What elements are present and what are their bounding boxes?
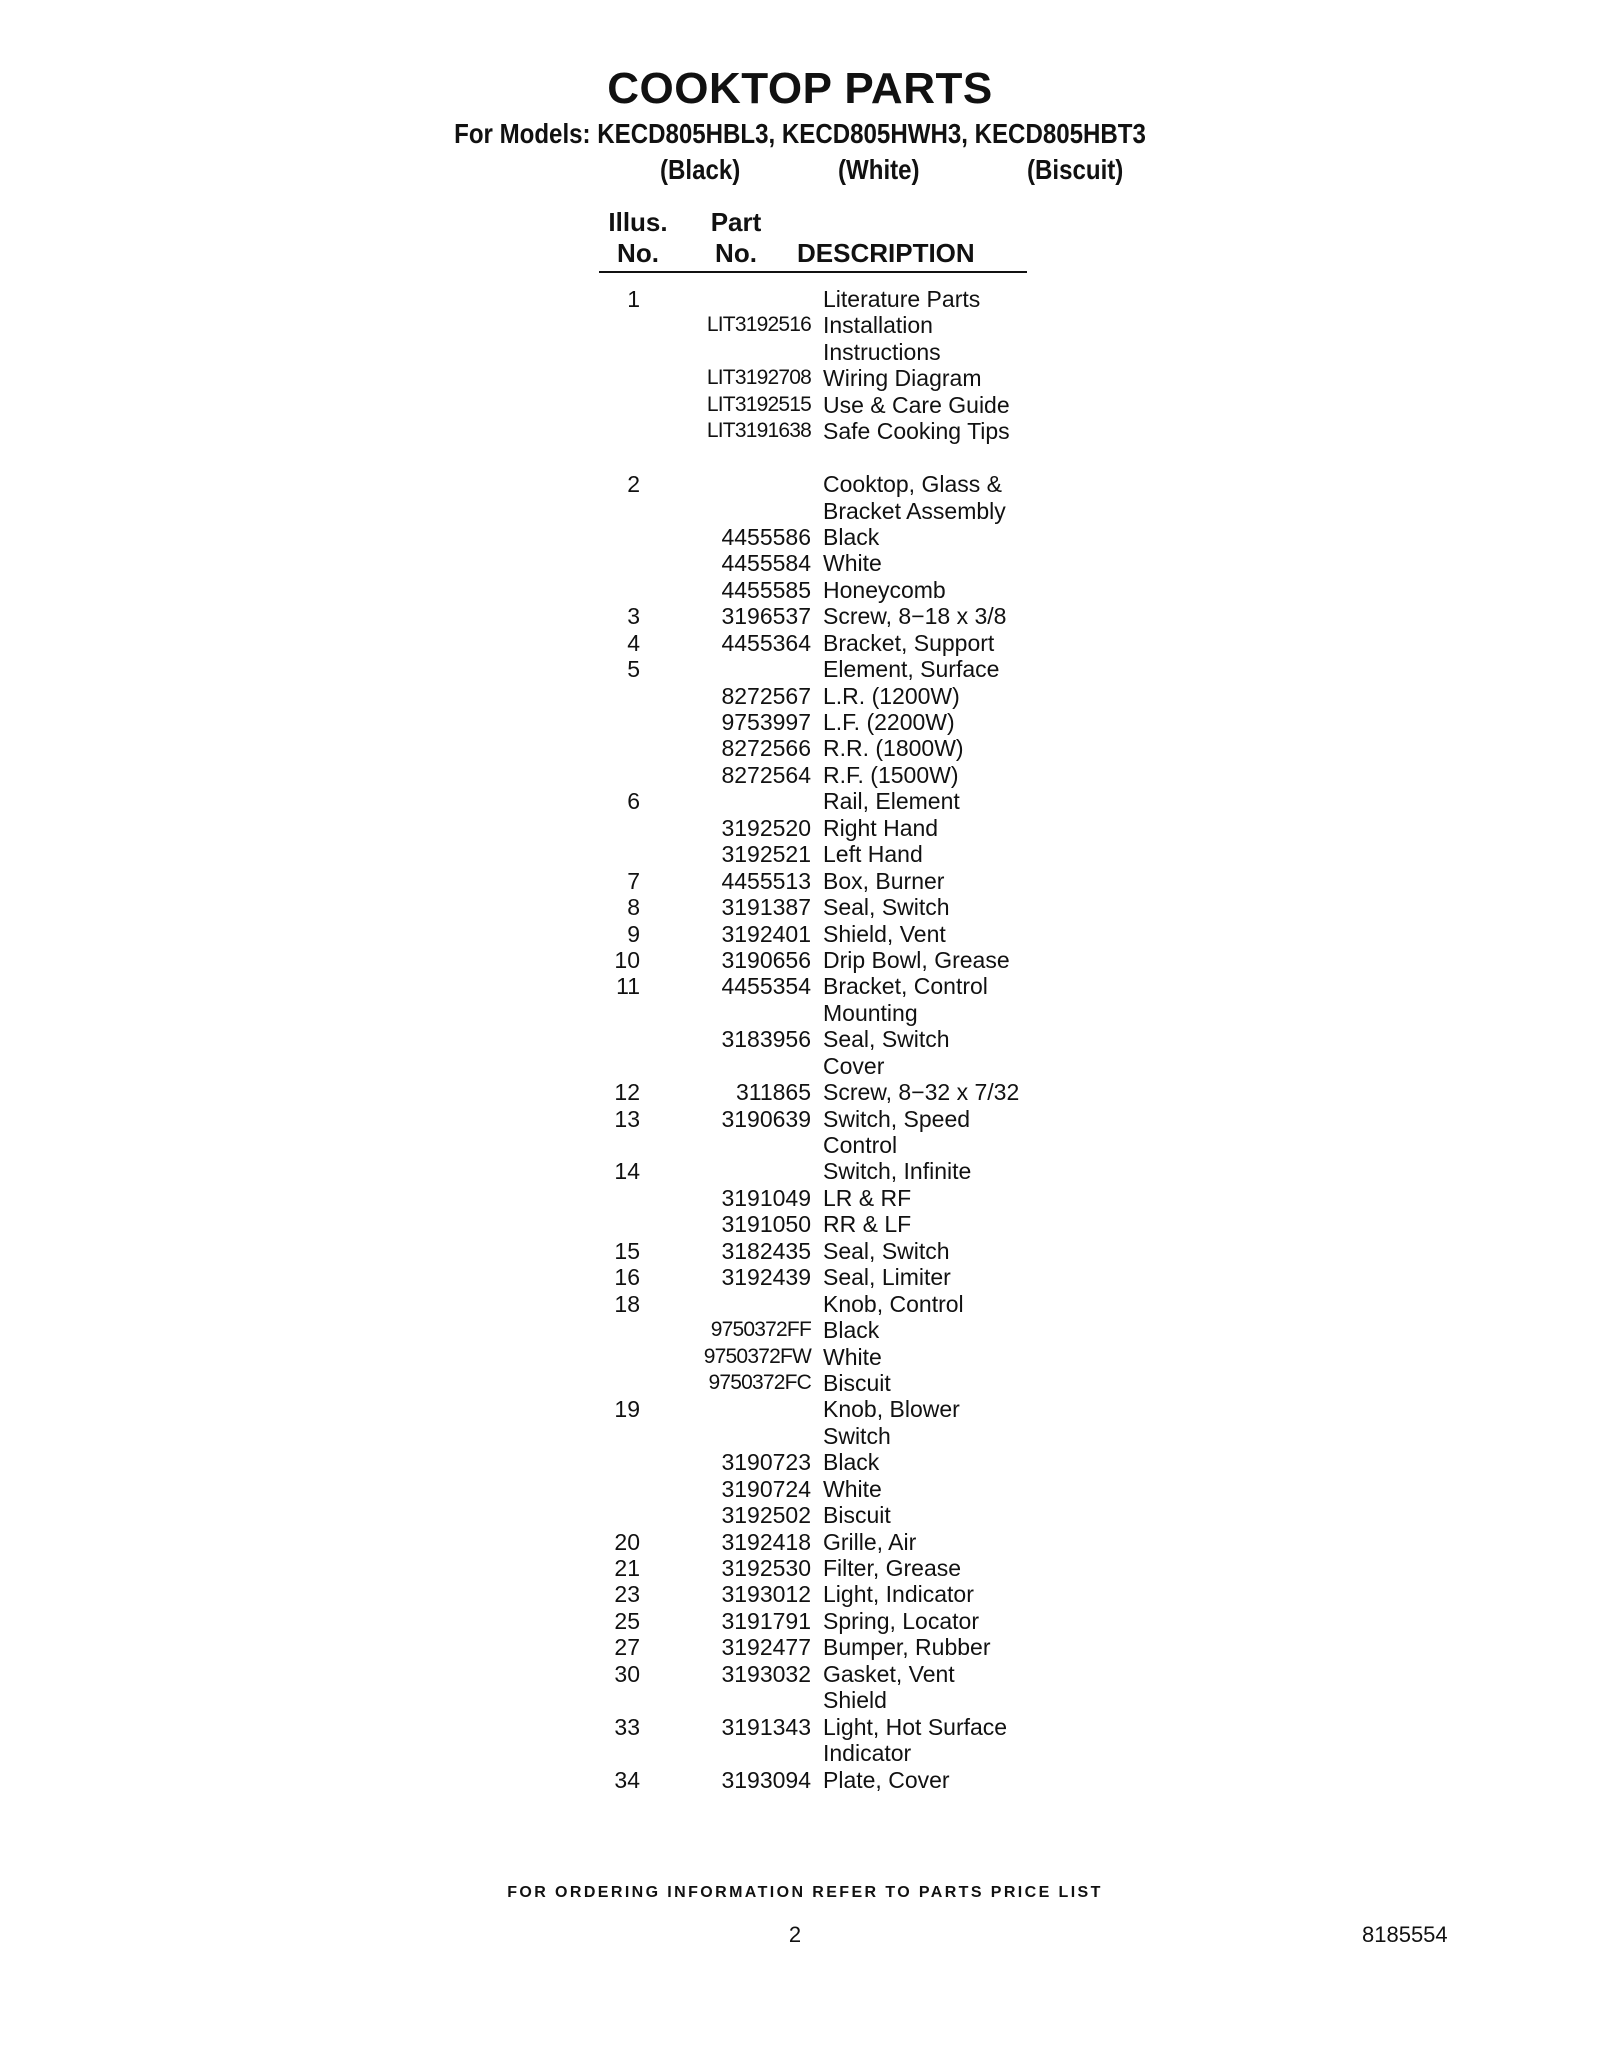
part-row bbox=[598, 418, 1058, 444]
part-row bbox=[598, 577, 1058, 603]
part-description: Filter, Grease bbox=[823, 1555, 962, 1581]
part-description: Seal, Switch bbox=[823, 894, 950, 921]
illus-number: 33 bbox=[614, 1713, 640, 1740]
part-number: 3192477 bbox=[721, 1634, 811, 1661]
part-number: 3192418 bbox=[721, 1528, 811, 1555]
illus-number bbox=[598, 1687, 640, 1713]
part-row bbox=[598, 1079, 1058, 1105]
part-description: R.R. (1800W) bbox=[823, 735, 964, 762]
page-title: COOKTOP PARTS bbox=[607, 64, 993, 113]
part-row bbox=[598, 550, 1058, 576]
part-description: White bbox=[823, 1475, 882, 1502]
part-description: Shield, Vent bbox=[823, 920, 946, 947]
illus-number bbox=[598, 1132, 640, 1158]
illus-number bbox=[598, 683, 640, 709]
row-spacer bbox=[598, 445, 1058, 471]
part-row bbox=[598, 1344, 1058, 1370]
illus-number bbox=[598, 1740, 640, 1766]
part-row bbox=[598, 1449, 1058, 1475]
part-description: White bbox=[823, 550, 882, 577]
part-row bbox=[598, 1211, 1058, 1237]
illus-number: 19 bbox=[614, 1396, 640, 1423]
part-number: 3193032 bbox=[721, 1660, 811, 1687]
models-line: For Models: KECD805HBL3, KECD805HWH3, KECD805HBT3 bbox=[454, 118, 1146, 149]
part-row bbox=[598, 339, 1058, 365]
part-number bbox=[640, 498, 823, 524]
part-number bbox=[640, 339, 823, 365]
illus-number bbox=[598, 1423, 640, 1449]
part-number: 4455364 bbox=[721, 629, 811, 656]
part-description: Seal, Switch bbox=[823, 1026, 950, 1053]
part-description: Grille, Air bbox=[823, 1528, 917, 1555]
part-number: 9750372FF bbox=[710, 1318, 811, 1342]
part-number bbox=[640, 286, 823, 312]
illus-number: 7 bbox=[627, 867, 640, 894]
part-row bbox=[598, 392, 1058, 418]
illus-number: 9 bbox=[627, 920, 640, 947]
part-row bbox=[598, 603, 1058, 629]
part-number: 4455586 bbox=[721, 523, 811, 550]
illus-number: 20 bbox=[614, 1528, 640, 1555]
part-description bbox=[823, 445, 1058, 471]
illus-number bbox=[598, 1026, 640, 1052]
part-number bbox=[640, 656, 823, 682]
illus-number bbox=[598, 445, 640, 471]
illus-number: 6 bbox=[627, 788, 640, 815]
illus-number: 23 bbox=[614, 1581, 640, 1608]
part-description: Installation bbox=[823, 312, 933, 339]
part-row bbox=[598, 1185, 1058, 1211]
part-description: Control bbox=[823, 1132, 898, 1158]
illus-number bbox=[598, 1053, 640, 1079]
part-description: Honeycomb bbox=[823, 576, 946, 603]
part-row bbox=[598, 1581, 1058, 1607]
illus-number bbox=[598, 1344, 640, 1370]
part-description: L.R. (1200W) bbox=[823, 682, 960, 709]
part-number: 3191343 bbox=[721, 1713, 811, 1740]
illus-number bbox=[598, 550, 640, 576]
illus-number: 4 bbox=[627, 629, 640, 656]
part-description: Rail, Element bbox=[823, 788, 960, 815]
part-number: 9750372FC bbox=[708, 1370, 811, 1394]
part-description: Drip Bowl, Grease bbox=[823, 946, 1010, 973]
illus-number: 30 bbox=[614, 1660, 640, 1687]
illus-number: 2 bbox=[627, 471, 640, 498]
part-number: LIT3192516 bbox=[706, 313, 811, 337]
part-row bbox=[598, 1370, 1058, 1396]
part-description: Bumper, Rubber bbox=[823, 1634, 991, 1661]
part-number: 3192521 bbox=[721, 841, 811, 868]
part-number: 3190723 bbox=[721, 1449, 811, 1476]
part-row bbox=[598, 762, 1058, 788]
part-row bbox=[598, 973, 1058, 999]
part-description: L.F. (2200W) bbox=[823, 709, 955, 735]
part-row bbox=[598, 1317, 1058, 1343]
part-number: 3191050 bbox=[721, 1211, 811, 1238]
part-row bbox=[598, 1264, 1058, 1290]
part-row bbox=[598, 524, 1058, 550]
illus-number bbox=[598, 392, 640, 418]
part-row bbox=[598, 365, 1058, 391]
part-row bbox=[598, 1423, 1058, 1449]
part-row bbox=[598, 1687, 1058, 1713]
part-number: 8272566 bbox=[721, 735, 811, 762]
column-header-part: Part bbox=[710, 207, 762, 237]
part-description: White bbox=[823, 1343, 882, 1370]
part-row bbox=[598, 815, 1058, 841]
part-number: 4455584 bbox=[721, 550, 811, 577]
part-description: Knob, Blower bbox=[823, 1396, 960, 1423]
illus-number: 13 bbox=[614, 1105, 640, 1132]
part-number bbox=[640, 1423, 823, 1449]
part-number: 3192502 bbox=[721, 1502, 811, 1529]
illus-number: 1 bbox=[627, 286, 640, 312]
part-row bbox=[598, 630, 1058, 656]
part-row bbox=[598, 1555, 1058, 1581]
part-number: 3192530 bbox=[721, 1555, 811, 1581]
column-header-part-no: No. bbox=[715, 238, 757, 268]
part-row bbox=[598, 788, 1058, 814]
part-number: 3193012 bbox=[721, 1581, 811, 1608]
illus-number: 15 bbox=[614, 1237, 640, 1264]
part-number bbox=[640, 1132, 823, 1158]
part-row bbox=[598, 1132, 1058, 1158]
illus-number bbox=[598, 498, 640, 524]
part-description: Screw, 8−32 x 7/32 bbox=[823, 1079, 1020, 1106]
part-row bbox=[598, 1661, 1058, 1687]
illus-number bbox=[598, 312, 640, 338]
part-number: 3183956 bbox=[721, 1026, 811, 1053]
illus-number bbox=[598, 1317, 640, 1343]
part-row bbox=[598, 312, 1058, 338]
illus-number bbox=[598, 365, 640, 391]
part-row bbox=[598, 1000, 1058, 1026]
illus-number bbox=[598, 418, 640, 444]
part-row bbox=[598, 947, 1058, 973]
part-description: Seal, Switch bbox=[823, 1237, 950, 1264]
part-number bbox=[640, 1291, 823, 1317]
part-description: Gasket, Vent bbox=[823, 1660, 955, 1687]
part-description: Switch, Speed bbox=[823, 1105, 971, 1132]
illus-number: 5 bbox=[627, 656, 640, 683]
color-label-white: (White) bbox=[838, 154, 920, 185]
part-description: Black bbox=[823, 1449, 880, 1476]
illus-number: 8 bbox=[627, 894, 640, 921]
part-row bbox=[598, 1026, 1058, 1052]
illus-number bbox=[598, 1502, 640, 1528]
part-row bbox=[598, 1608, 1058, 1634]
part-row bbox=[598, 471, 1058, 497]
part-description: Spring, Locator bbox=[823, 1607, 979, 1634]
illus-number: 18 bbox=[614, 1290, 640, 1317]
part-description: Screw, 8−18 x 3/8 bbox=[823, 603, 1007, 630]
part-number: 3193094 bbox=[721, 1766, 811, 1793]
illus-number: 10 bbox=[614, 946, 640, 973]
part-number: 4455513 bbox=[721, 867, 811, 894]
part-number: 9753997 bbox=[721, 709, 811, 735]
part-number: 4455585 bbox=[721, 576, 811, 603]
illus-number bbox=[598, 577, 640, 603]
illus-number: 12 bbox=[614, 1079, 640, 1106]
part-description: Light, Hot Surface bbox=[823, 1713, 1008, 1740]
part-row bbox=[598, 921, 1058, 947]
illus-number bbox=[598, 709, 640, 735]
illus-number: 14 bbox=[614, 1158, 640, 1185]
part-row bbox=[598, 498, 1058, 524]
illus-number bbox=[598, 841, 640, 867]
part-description: Indicator bbox=[823, 1740, 912, 1767]
part-row bbox=[598, 1767, 1058, 1793]
part-row bbox=[598, 1740, 1058, 1766]
part-description: Switch, Infinite bbox=[823, 1158, 972, 1185]
part-number bbox=[640, 1053, 823, 1079]
part-description: Cooktop, Glass & bbox=[823, 471, 1002, 498]
illus-number bbox=[598, 1370, 640, 1396]
part-number: 311865 bbox=[735, 1079, 811, 1106]
part-row bbox=[598, 1158, 1058, 1184]
part-number: 3190639 bbox=[721, 1105, 811, 1132]
illus-number: 27 bbox=[614, 1634, 640, 1661]
part-description: Biscuit bbox=[823, 1369, 891, 1396]
part-number: 9750372FW bbox=[703, 1344, 811, 1368]
column-header-description: DESCRIPTION bbox=[797, 238, 975, 268]
part-row bbox=[598, 1502, 1058, 1528]
part-number: 3191791 bbox=[721, 1607, 811, 1634]
part-row bbox=[598, 1529, 1058, 1555]
part-number: 8272567 bbox=[721, 682, 811, 709]
part-row bbox=[598, 868, 1058, 894]
part-description: Bracket, Control bbox=[823, 973, 988, 1000]
column-header-illus-no: No. bbox=[617, 238, 659, 268]
illus-number bbox=[598, 1000, 640, 1026]
part-number bbox=[640, 1396, 823, 1422]
part-description: Left Hand bbox=[823, 841, 923, 868]
color-label-biscuit: (Biscuit) bbox=[1027, 154, 1124, 185]
part-description: Light, Indicator bbox=[823, 1581, 974, 1608]
illus-number bbox=[598, 1211, 640, 1237]
illus-number: 3 bbox=[627, 603, 640, 630]
part-number: 3190724 bbox=[721, 1475, 811, 1502]
part-description: Shield bbox=[823, 1687, 887, 1714]
part-number: 4455354 bbox=[721, 973, 811, 1000]
part-description: Switch bbox=[823, 1422, 891, 1449]
part-number bbox=[640, 445, 823, 471]
part-description: Wiring Diagram bbox=[823, 365, 982, 392]
part-number bbox=[640, 1000, 823, 1026]
part-row bbox=[598, 1634, 1058, 1660]
part-row bbox=[598, 735, 1058, 761]
part-description: LR & RF bbox=[823, 1184, 912, 1211]
illus-number bbox=[598, 1185, 640, 1211]
part-row bbox=[598, 894, 1058, 920]
column-header-illus: Illus. bbox=[608, 207, 668, 237]
part-row bbox=[598, 1106, 1058, 1132]
illus-number bbox=[598, 815, 640, 841]
illus-number bbox=[598, 1476, 640, 1502]
part-description: Cover bbox=[823, 1052, 885, 1079]
part-row bbox=[598, 1714, 1058, 1740]
illus-number: 21 bbox=[614, 1555, 640, 1581]
part-row bbox=[598, 1291, 1058, 1317]
part-number bbox=[640, 1158, 823, 1184]
part-number: 3196537 bbox=[721, 603, 811, 630]
color-label-black: (Black) bbox=[660, 154, 741, 185]
part-description: RR & LF bbox=[823, 1211, 912, 1238]
part-description: Box, Burner bbox=[823, 867, 945, 894]
part-description: Right Hand bbox=[823, 814, 939, 841]
part-number: LIT3192515 bbox=[706, 392, 811, 416]
part-row bbox=[598, 1053, 1058, 1079]
part-number bbox=[640, 1687, 823, 1713]
part-number: 3192520 bbox=[721, 814, 811, 841]
part-description: Safe Cooking Tips bbox=[823, 418, 1010, 445]
illus-number bbox=[598, 339, 640, 365]
part-description: Biscuit bbox=[823, 1502, 891, 1529]
part-description: Plate, Cover bbox=[823, 1766, 950, 1793]
illus-number: 11 bbox=[616, 973, 640, 1000]
illus-number bbox=[598, 1449, 640, 1475]
illus-number: 16 bbox=[614, 1264, 640, 1291]
part-row bbox=[598, 656, 1058, 682]
illus-number bbox=[598, 762, 640, 788]
illus-number bbox=[598, 735, 640, 761]
part-row bbox=[598, 1476, 1058, 1502]
part-description: Use & Care Guide bbox=[823, 391, 1010, 418]
part-number: 3190656 bbox=[721, 946, 811, 973]
parts-list bbox=[598, 286, 1058, 1793]
part-description: Bracket, Support bbox=[823, 629, 995, 656]
illus-number: 34 bbox=[614, 1766, 640, 1793]
document-number: 8185554 bbox=[1362, 1922, 1448, 1947]
part-description: Element, Surface bbox=[823, 656, 1000, 683]
part-number bbox=[640, 1740, 823, 1766]
part-description: Literature Parts bbox=[823, 286, 981, 312]
part-description: Seal, Limiter bbox=[823, 1264, 951, 1291]
part-description: Mounting bbox=[823, 999, 918, 1026]
illus-number bbox=[598, 524, 640, 550]
page-number: 2 bbox=[788, 1922, 802, 1947]
part-number: LIT3192708 bbox=[706, 366, 811, 390]
part-number: 3192439 bbox=[721, 1264, 811, 1291]
part-number: 3191049 bbox=[721, 1184, 811, 1211]
part-row bbox=[598, 1238, 1058, 1264]
part-description: Instructions bbox=[823, 338, 941, 365]
part-number: 3182435 bbox=[721, 1237, 811, 1264]
part-description: Knob, Control bbox=[823, 1290, 964, 1317]
part-row bbox=[598, 709, 1058, 735]
part-number bbox=[640, 471, 823, 497]
part-description: Bracket Assembly bbox=[823, 497, 1006, 524]
part-number: LIT3191638 bbox=[706, 419, 811, 443]
part-row bbox=[598, 683, 1058, 709]
part-number: 3192401 bbox=[721, 920, 811, 947]
part-description: R.F. (1500W) bbox=[823, 761, 959, 788]
part-row bbox=[598, 841, 1058, 867]
part-row bbox=[598, 1396, 1058, 1422]
part-row bbox=[598, 286, 1058, 312]
part-number: 3191387 bbox=[721, 894, 811, 921]
ordering-note: FOR ORDERING INFORMATION REFER TO PARTS PRICE LIST bbox=[507, 1884, 1103, 1901]
part-description: Black bbox=[823, 1317, 880, 1344]
part-description: Black bbox=[823, 523, 880, 550]
part-number: 8272564 bbox=[721, 761, 811, 788]
illus-number: 25 bbox=[614, 1607, 640, 1634]
header-divider bbox=[599, 271, 1027, 273]
part-number bbox=[640, 788, 823, 814]
